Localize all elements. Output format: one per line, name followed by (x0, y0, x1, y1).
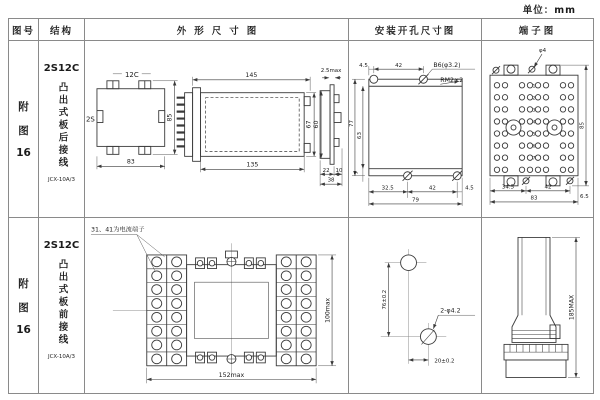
dim-bot1: 32.5 (381, 185, 394, 192)
dim-top1: 4.5 (359, 63, 368, 70)
side-view (177, 72, 316, 172)
header-structure: 结构 (39, 19, 85, 41)
dim-width-max: 152max (218, 372, 245, 379)
header-outline: 外形尺寸图 (85, 19, 349, 41)
dim-panel-b1: 22 (322, 167, 330, 174)
dim-side-height: 67 (305, 120, 313, 129)
outline-cell-row2 (85, 218, 349, 393)
dim-bot3: 4.5 (465, 185, 474, 192)
header-figure: 图号 (9, 19, 39, 41)
dim-front-width: 83 (126, 158, 135, 166)
structure-note: JCX-10A/3 (47, 176, 76, 183)
note-label: 31、41为电流端子 (90, 226, 145, 234)
current-terminal-note (91, 226, 165, 279)
dim-bot-total: 79 (412, 197, 419, 204)
figure-char: 图 (18, 125, 29, 137)
figure-char: 附 (18, 101, 29, 113)
mounting-cell-row2 (349, 218, 482, 393)
figure-number: 16 (16, 147, 31, 159)
dim-tbot2: 42 (544, 184, 552, 191)
dim-side-top: 145 (245, 71, 258, 79)
terminal-row-2: 2 (532, 96, 536, 102)
dim-front-top: 12C (124, 70, 139, 79)
mounting-hole-drawing-row2 (349, 218, 481, 393)
figure-char: 图 (18, 301, 29, 314)
terminal-plate (490, 65, 578, 186)
structure-cell-row1 (39, 41, 85, 218)
dim-horizontal: 20±0.2 (434, 358, 455, 365)
terminal-cell-row1 (482, 41, 593, 218)
figure-number: 16 (16, 323, 31, 336)
dim-relay-height: 185MAX (568, 294, 576, 321)
structure-description: 凸出式板前接线 (56, 259, 68, 347)
mounting-cell-row1 (349, 41, 482, 218)
dim-front-height: 85 (166, 113, 174, 122)
outline-drawing-front-wiring (85, 218, 348, 393)
dim-panel-height: 60 (313, 120, 321, 129)
relay-silhouette (504, 237, 568, 377)
terminal-cell-row2 (482, 218, 593, 393)
structure-cell-row2 (39, 218, 85, 393)
panel-section-view (313, 68, 343, 186)
terminal-row-4: 4 (532, 120, 536, 126)
mounting-hole-drawing-row1 (349, 41, 481, 217)
dimension-table (8, 18, 594, 394)
dim-tbot1: 34.5 (501, 184, 515, 191)
outline-drawing-rear-wiring (85, 41, 348, 217)
terminal-dims (490, 48, 589, 205)
terminal-row-6: 6 (532, 144, 536, 150)
dim-left-bot: 7 (353, 170, 360, 175)
hole-callout-label: 2-φ4.2 (440, 307, 461, 315)
front-view (86, 71, 178, 169)
mounting-plate (369, 74, 462, 181)
dim-front-left: 2S (85, 115, 95, 124)
terminal-row-5: 5 (532, 132, 536, 138)
dim-left-outer: 77 (349, 119, 355, 127)
terminal-drawing-row1 (482, 41, 593, 217)
terminal-row-3: 3 (532, 108, 536, 114)
outline-cell-row1 (85, 41, 349, 218)
screw-spec-label: RM2×2 (440, 77, 464, 85)
header-mounting: 安装开孔尺寸图 (349, 19, 482, 41)
figure-char: 附 (18, 277, 29, 290)
figure-cell-row2 (9, 218, 39, 393)
hole-spec-label: B6(φ3.2) (433, 62, 461, 70)
mounting-callouts (425, 62, 475, 84)
dim-panel-total: 38 (327, 177, 335, 184)
dim-panel-b2: 10 (335, 167, 343, 174)
dim-tbot3: 6.5 (580, 193, 589, 200)
relay-dims (552, 237, 580, 377)
header-terminal: 端子图 (482, 19, 593, 41)
dim-vertical: 76±0.2 (382, 289, 389, 310)
relay-side-view-row2 (482, 218, 593, 393)
dim-panel-gap: 2.5max (320, 67, 342, 74)
mounting-holes (381, 249, 447, 366)
dim-tbot-total: 83 (530, 195, 538, 202)
dim-top2: 42 (395, 63, 403, 70)
structure-model: 2S12C (43, 240, 80, 251)
dim-side-bottom: 135 (246, 161, 259, 169)
unit-label: 单位：mm (522, 5, 576, 16)
dim-left-inner: 63 (356, 132, 363, 140)
mounting-dims (349, 63, 474, 206)
dim-terminal-height: 85 (579, 121, 586, 129)
figure-cell-row1 (9, 41, 39, 218)
structure-note: JCX-10A/3 (47, 353, 76, 360)
terminal-row-1: 1 (532, 84, 536, 90)
terminal-row-7: 7 (532, 156, 536, 162)
hole-diameter-label: φ4 (539, 48, 547, 55)
structure-description: 凸出式板后接线 (56, 82, 68, 170)
dim-bot2: 42 (428, 185, 436, 192)
structure-model: 2S12C (43, 63, 80, 74)
dim-height-max: 100max (324, 297, 332, 323)
